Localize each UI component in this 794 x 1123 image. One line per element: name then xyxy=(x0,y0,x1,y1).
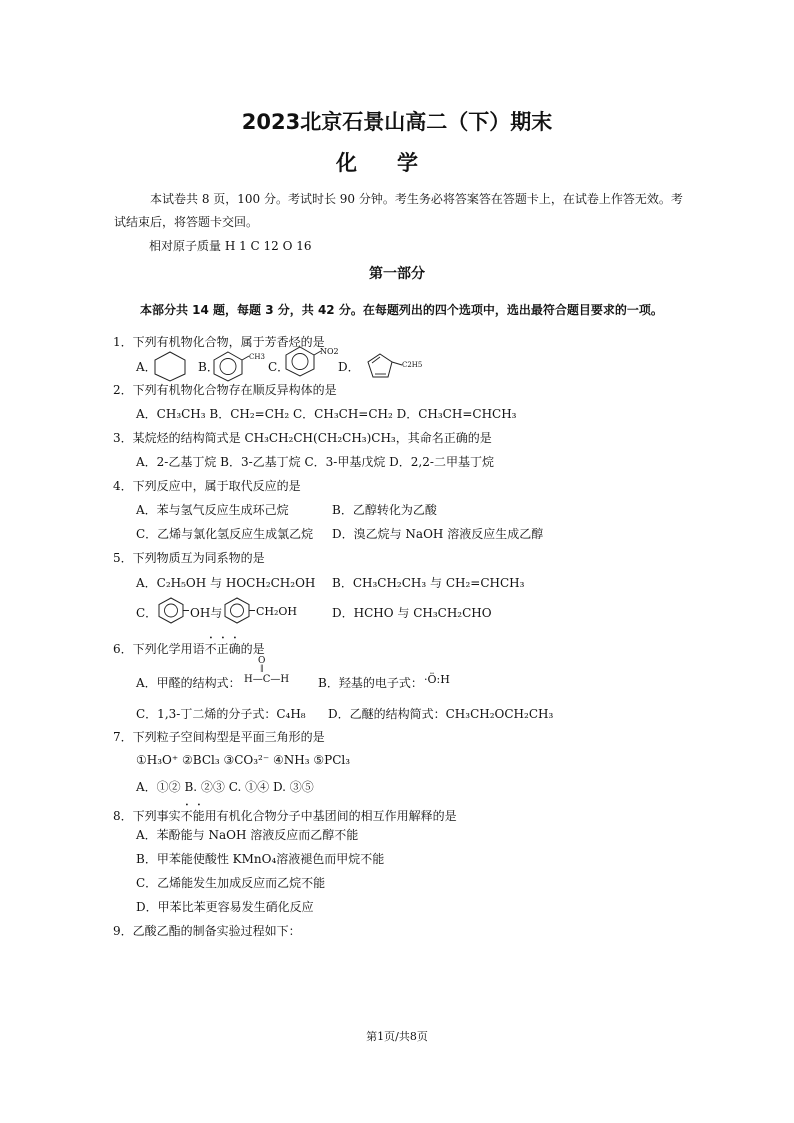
q3-options: A．2-乙基丁烷 B．3-乙基丁烷 C．3-甲基戊烷 D．2,2-二甲基丁烷 xyxy=(136,455,494,469)
q1-option-a-label: A． xyxy=(136,360,157,374)
q6-option-a: A．甲醛的结构式： xyxy=(136,676,241,690)
q1-option-d-label: D． xyxy=(338,360,360,374)
q6-stem-post: 的是 xyxy=(240,642,265,656)
q8-option-d: D．甲苯比苯更容易发生硝化反应 xyxy=(136,900,314,914)
part-instruction: 本部分共 14 题，每题 3 分，共 42 分。在每题列出的四个选项中，选出最符合题目要求的一项。 xyxy=(140,303,663,317)
q5-option-b: B．CH₃CH₂CH₃ 与 CH₂=CHCH₃ xyxy=(332,576,525,590)
q7-items: ①H₃O⁺ ②BCl₃ ③CO₃²⁻ ④NH₃ ⑤PCl₃ xyxy=(136,753,351,767)
q1-b-substituent: CH3 xyxy=(249,353,265,361)
cyclohexane-structure xyxy=(152,351,188,381)
q8-option-a: A．苯酚能与 NaOH 溶液反应而乙醇不能 xyxy=(136,828,359,842)
q1-d-substituent: C2H5 xyxy=(402,361,423,369)
page-number: 第1页/共8页 xyxy=(366,1030,428,1043)
question-1-stem: 1．下列有机物化合物，属于芳香烃的是 xyxy=(113,335,325,349)
q8-stem-emphasis: 不能 xyxy=(180,809,205,823)
q4-option-a: A．苯与氢气反应生成环己烷 xyxy=(136,503,289,517)
question-5-stem: 5．下列物质互为同系物的是 xyxy=(113,551,265,565)
question-2-stem: 2．下列有机物化合物存在顺反异构体的是 xyxy=(113,383,337,397)
toluene-structure xyxy=(213,351,249,381)
q6-a-oxygen: O xyxy=(258,656,266,666)
subject-title: 化学 xyxy=(336,151,458,175)
question-4-stem: 4．下列反应中，属于取代反应的是 xyxy=(113,479,301,493)
q6-stem-pre: 6．下列化学用语 xyxy=(113,642,205,656)
q7-options: A．①② B. ②③ C. ①④ D. ③⑤ xyxy=(136,780,314,794)
exam-instructions: 本试卷共 8 页，100 分。考试时长 90 分钟。考生务必将答案答在答题卡上，在试卷上作答无效。考试结束后，将答题卡交回。 xyxy=(114,192,683,229)
q8-stem-pre: 8．下列事实 xyxy=(113,809,181,823)
q6-option-b: B．羟基的电子式： xyxy=(318,676,423,690)
q8-option-b: B．甲苯能使酸性 KMnO₄溶液褪色而甲烷不能 xyxy=(136,852,385,866)
question-7-stem: 7．下列粒子空间构型是平面三角形的是 xyxy=(113,730,325,744)
q8-stem-post: 用有机化合物分子中基团间的相互作用解释的是 xyxy=(204,809,457,823)
q4-option-b: B．乙醇转化为乙酸 xyxy=(332,503,437,517)
part-heading: 第一部分 xyxy=(369,266,425,282)
q1-option-b-label: B． xyxy=(198,360,219,374)
q6-b-formula: ·Ö:H xyxy=(424,673,450,686)
q5-option-c-label: C． xyxy=(136,606,158,620)
q2-options: A．CH₃CH₃ B．CH₂=CH₂ C．CH₃CH=CH₂ D．CH₃CH=CHCH₃ xyxy=(136,407,517,421)
atomic-masses: 相对原子质量 H 1 C 12 O 16 xyxy=(149,239,312,253)
q6-a-double-bond: ‖ xyxy=(260,664,264,672)
q6-option-d: D．乙醚的结构简式：CH₃CH₂OCH₂CH₃ xyxy=(328,707,554,721)
question-3-stem: 3．某烷烃的结构简式是 CH₃CH₂CH(CH₂CH₃)CH₃，其命名正确的是 xyxy=(113,431,492,445)
question-6-stem xyxy=(113,635,265,657)
q5-c-oh: OH与 xyxy=(190,606,223,620)
ethylcyclopentadiene-structure xyxy=(366,352,402,382)
q6-a-formula: H—C—H xyxy=(244,674,290,685)
nitrobenzene-structure xyxy=(285,346,323,378)
question-8-stem xyxy=(113,802,457,824)
q6-option-c: C．1,3-丁二烯的分子式：C₄H₈ xyxy=(136,707,306,721)
q5-option-a: A．C₂H₅OH 与 HOCH₂CH₂OH xyxy=(136,576,316,590)
q6-stem-emphasis: 不正确 xyxy=(204,642,241,656)
q4-option-d: D．溴乙烷与 NaOH 溶液反应生成乙醇 xyxy=(332,527,544,541)
q1-c-substituent: NO2 xyxy=(320,347,339,356)
benzyl-alcohol-structure xyxy=(224,597,254,623)
question-9-stem: 9．乙酸乙酯的制备实验过程如下： xyxy=(113,924,301,938)
q8-option-c: C．乙烯能发生加成反应而乙烷不能 xyxy=(136,876,326,890)
q5-c-ch2oh: CH₂OH xyxy=(256,605,298,618)
q4-option-c: C．乙烯与氯化氢反应生成氯乙烷 xyxy=(136,527,314,541)
q1-option-c-label: C． xyxy=(268,360,290,374)
q5-option-d: D．HCHO 与 CH₃CH₂CHO xyxy=(332,606,492,620)
exam-title: 2023北京石景山高二（下）期末 xyxy=(241,110,553,134)
phenol-structure xyxy=(158,597,188,623)
